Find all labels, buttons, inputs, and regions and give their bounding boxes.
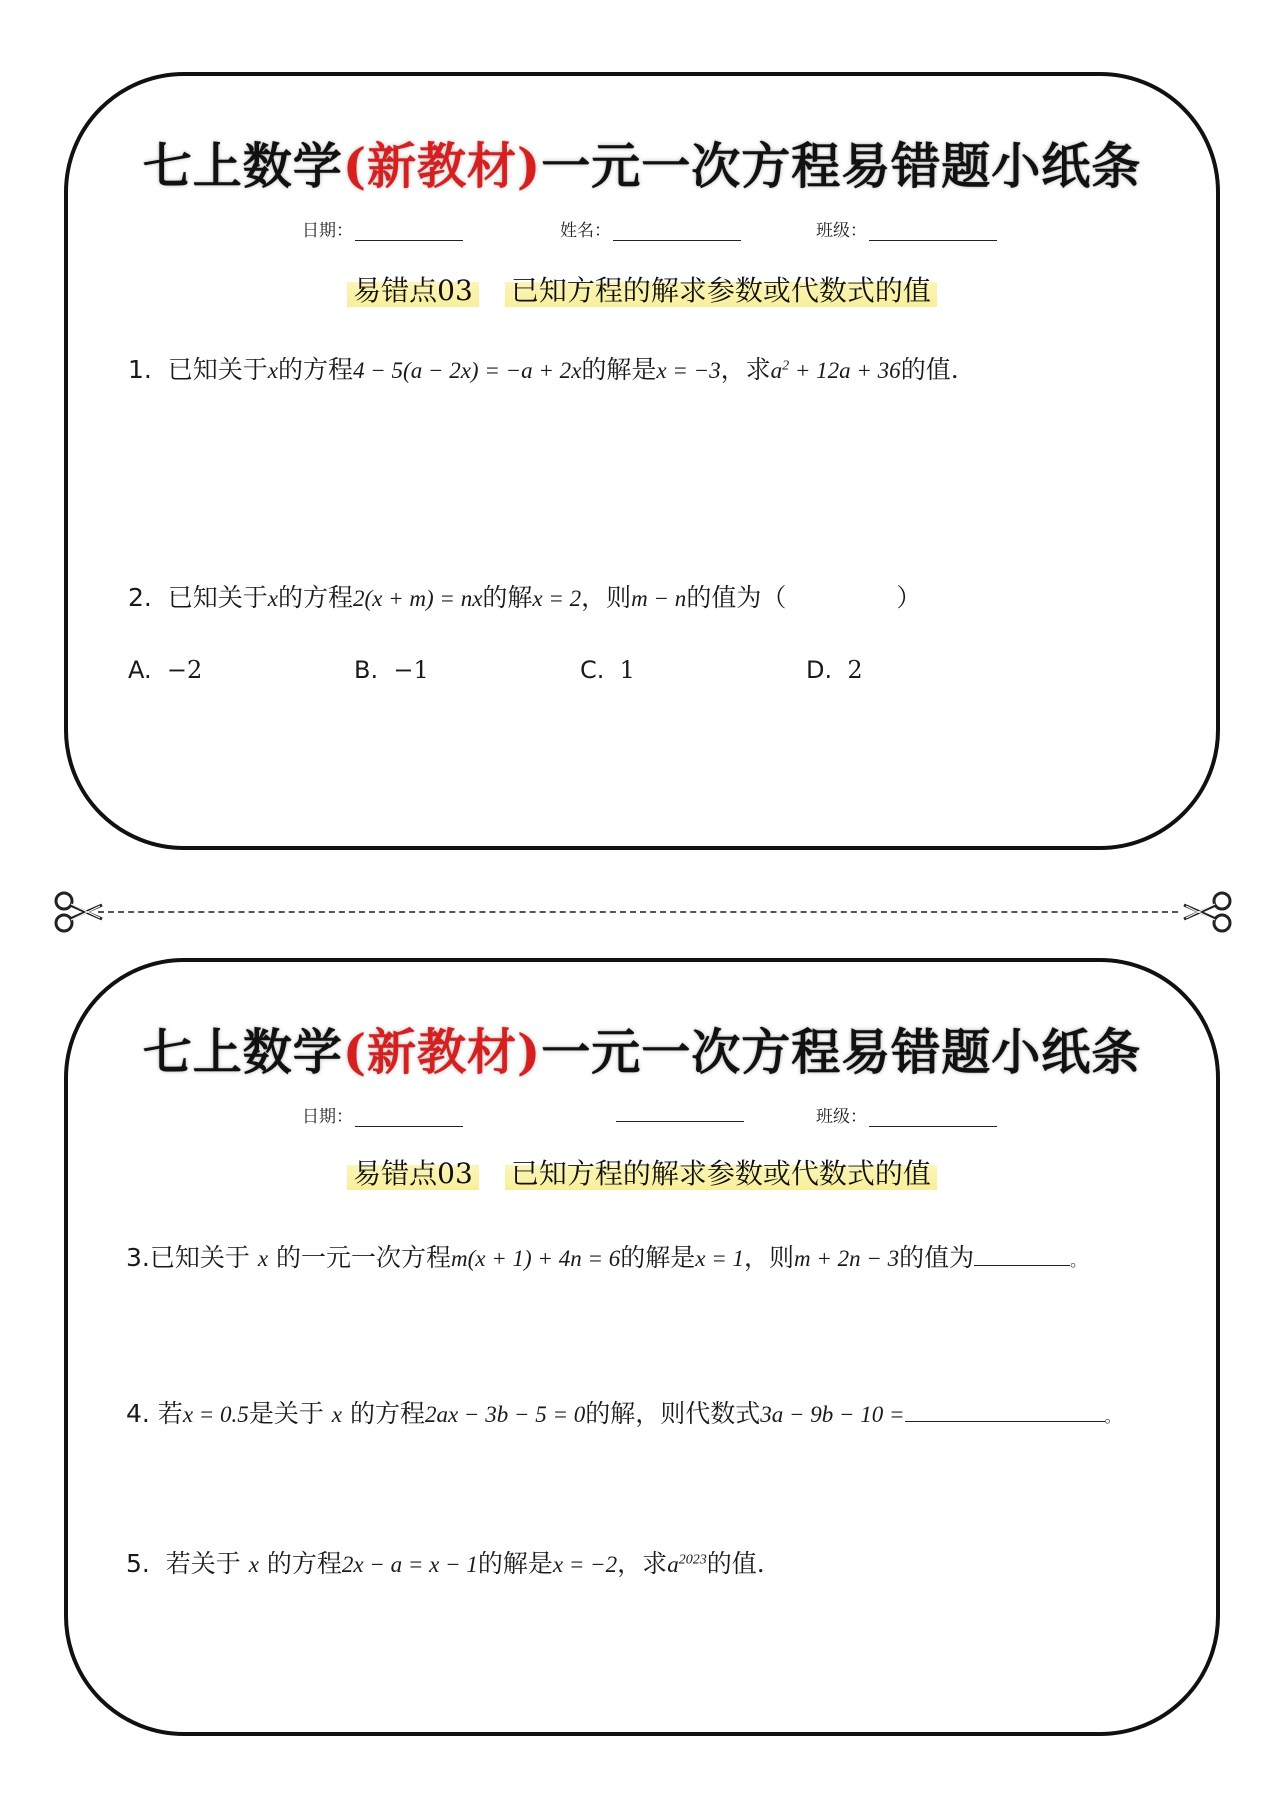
question-text: 已知关于	[149, 1243, 250, 1272]
question-text: ）	[896, 583, 922, 612]
date-label: 日期：	[302, 221, 353, 241]
option-value: 1	[619, 656, 635, 684]
error-point-number: 易错点03	[347, 1157, 479, 1190]
equation: 2ax − 3b − 5 = 0	[424, 1402, 586, 1427]
worksheet-card-2	[64, 958, 1220, 1736]
question-number: 3.	[126, 1243, 150, 1272]
error-point-number: 易错点03	[347, 274, 479, 307]
variable: x	[267, 586, 278, 611]
option-c[interactable]	[580, 656, 635, 684]
expression-exponent: 2	[782, 358, 790, 374]
info-row	[68, 1102, 1216, 1132]
date-label: 日期：	[302, 1107, 353, 1127]
solution: x = −2	[552, 1552, 618, 1577]
solution: x = −3	[656, 358, 721, 383]
worksheet-card-1	[64, 72, 1220, 850]
error-point-heading	[68, 1152, 1216, 1192]
question-5	[126, 1544, 765, 1580]
question-text: 若关于	[165, 1549, 241, 1578]
variable: x	[331, 1402, 342, 1427]
option-letter: A.	[128, 656, 152, 684]
error-point-topic: 已知方程的解求参数或代数式的值	[505, 274, 937, 307]
answer-blank[interactable]	[974, 1243, 1070, 1266]
scissors-icon	[1180, 890, 1234, 934]
class-blank[interactable]	[869, 1108, 997, 1127]
variable: x	[257, 1246, 269, 1271]
question-text: 的值.	[900, 355, 959, 384]
class-field	[816, 1102, 997, 1127]
title-red: (新教材)	[342, 1023, 542, 1081]
title-part2: 一元一次方程易错题小纸条	[541, 137, 1142, 195]
equation: 2(x + m) = nx	[353, 586, 483, 611]
solution: x = 0.5	[182, 1402, 249, 1427]
answer-blank[interactable]	[905, 1399, 1105, 1422]
title-part2: 一元一次方程易错题小纸条	[541, 1023, 1142, 1081]
equation: m(x + 1) + 4n = 6	[451, 1246, 621, 1271]
option-letter: C.	[580, 656, 605, 684]
solution: x = 2	[532, 586, 582, 611]
option-value: −1	[393, 656, 429, 684]
name-field	[614, 1102, 744, 1122]
question-number: 5.	[126, 1549, 150, 1578]
option-value: 2	[847, 656, 863, 684]
period-mark: 。	[1104, 1407, 1121, 1426]
question-text: 的值为（	[686, 583, 787, 612]
option-value: −2	[166, 656, 203, 684]
expression-rest: + 12a + 36	[789, 358, 901, 383]
question-4	[126, 1394, 1121, 1430]
title-part1: 七上数学	[142, 137, 343, 195]
option-letter: B.	[354, 656, 379, 684]
variable: x	[267, 358, 278, 383]
expression	[771, 358, 901, 383]
card-title	[68, 128, 1216, 198]
date-blank[interactable]	[355, 222, 463, 241]
question-text: 的一元一次方程	[276, 1243, 452, 1272]
question-text: 的解是	[581, 355, 657, 384]
date-field	[302, 1102, 463, 1127]
option-letter: D.	[806, 656, 833, 684]
option-a[interactable]	[128, 656, 202, 684]
class-label: 班级：	[816, 221, 867, 241]
question-1	[128, 350, 959, 386]
question-text: 的解是	[477, 1549, 553, 1578]
expression	[667, 1552, 707, 1577]
expression-base: a	[667, 1552, 679, 1577]
title-part1: 七上数学	[142, 1023, 343, 1081]
expression: m + 2n − 3	[793, 1246, 900, 1271]
solution: x = 1	[695, 1246, 744, 1271]
question-2	[128, 578, 921, 614]
question-text: ，求	[720, 355, 771, 384]
question-text: 的方程	[278, 583, 354, 612]
date-blank[interactable]	[355, 1108, 463, 1127]
question-number: 4.	[126, 1399, 150, 1428]
equation: 4 − 5(a − 2x) = −a + 2x	[353, 358, 582, 383]
error-point-heading	[68, 269, 1216, 309]
date-field	[302, 216, 463, 241]
question-text: 的方程	[349, 1399, 425, 1428]
title-red: (新教材)	[342, 137, 542, 195]
question-text: 是关于	[248, 1399, 324, 1428]
option-d[interactable]	[806, 656, 863, 684]
question-text: 的解，则代数式	[585, 1399, 761, 1428]
question-text: 的方程	[278, 355, 354, 384]
class-label: 班级：	[816, 1107, 867, 1127]
question-text: ，求	[617, 1549, 668, 1578]
question-text: 的解是	[620, 1243, 696, 1272]
question-number: 2.	[128, 583, 152, 612]
card-title	[68, 1014, 1216, 1084]
name-field	[560, 216, 741, 241]
variable: x	[248, 1552, 259, 1577]
question-text: 已知关于	[167, 583, 268, 612]
question-text: 若	[157, 1399, 183, 1428]
cut-line	[98, 911, 1178, 913]
question-text: 的解	[482, 583, 533, 612]
question-text: 的值.	[706, 1549, 765, 1578]
option-b[interactable]	[354, 656, 429, 684]
question-text: 的方程	[266, 1549, 342, 1578]
class-field	[816, 216, 997, 241]
expression: m − n	[631, 586, 687, 611]
expression-base: a	[770, 358, 783, 383]
question-text: ，则	[581, 583, 632, 612]
equation: 2x − a = x − 1	[341, 1552, 478, 1577]
question-text: ，则	[743, 1243, 794, 1272]
question-text: 的值为	[899, 1243, 975, 1272]
class-blank[interactable]	[869, 222, 997, 241]
period-mark: 。	[1070, 1251, 1087, 1270]
name-label: 姓名：	[560, 221, 611, 241]
name-blank[interactable]	[616, 1103, 744, 1122]
error-point-topic: 已知方程的解求参数或代数式的值	[505, 1157, 937, 1190]
expression-exponent: 2023	[678, 1552, 707, 1568]
info-row	[68, 216, 1216, 246]
question-3	[126, 1238, 1086, 1274]
name-blank[interactable]	[613, 222, 741, 241]
question-number: 1.	[128, 355, 152, 384]
expression: 3a − 9b − 10 =	[760, 1402, 905, 1427]
question-text: 已知关于	[167, 355, 268, 384]
